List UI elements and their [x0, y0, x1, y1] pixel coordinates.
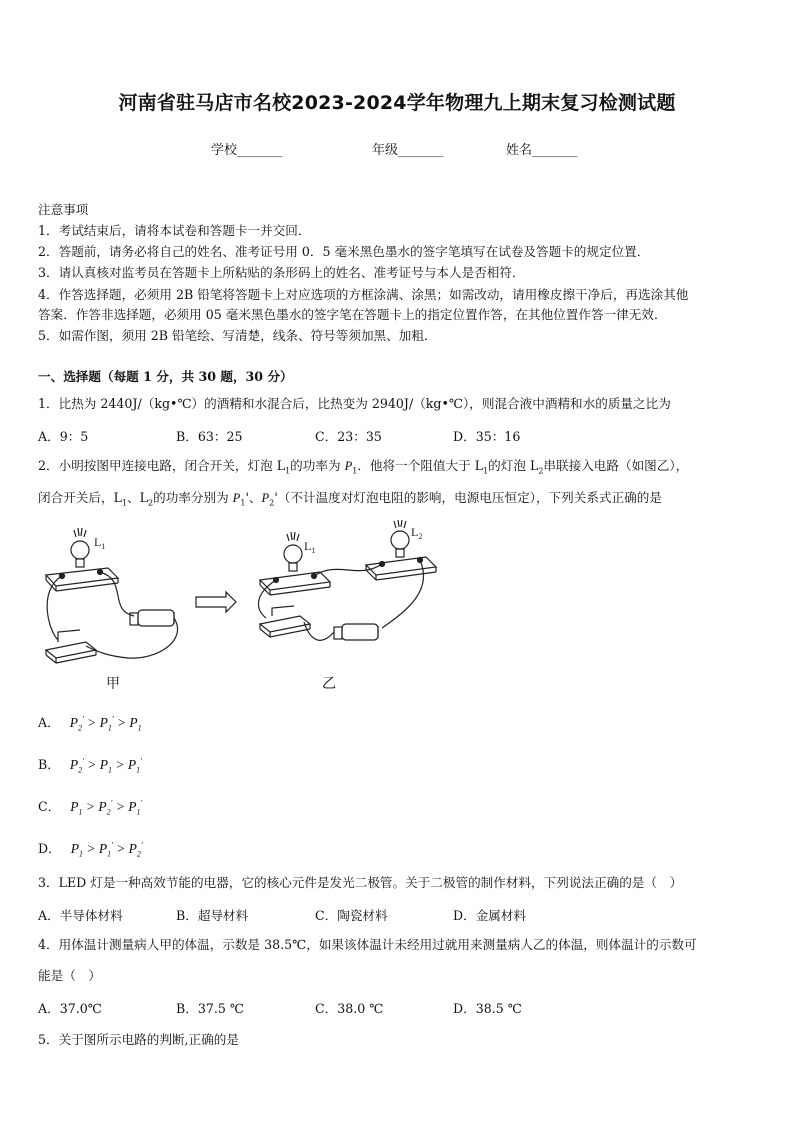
q4-option-d: D．38.5 ℃	[453, 1001, 522, 1016]
q3-option-b: B．超导材料	[176, 908, 249, 923]
name-field: 姓名_______	[506, 143, 578, 158]
q1-option-c: C．23：35	[315, 429, 382, 444]
note-item-1: 1．考试结束后，请将本试卷和答题卡一并交回．	[38, 223, 311, 238]
q4-option-b: B．37.5 ℃	[176, 1001, 244, 1016]
q4-option-c: C．38.0 ℃	[315, 1001, 384, 1016]
q5-stem: 5．关于图所示电路的判断,正确的是	[38, 1032, 239, 1047]
note-item-4: 4．作答选择题，必须用 2B 铅笔将答题卡上对应选项的方框涂满、涂黑；如需改动，请用橡皮擦干净后，再选涂其他	[38, 287, 689, 302]
q2-option-a: A． $P_2' > P_1' > P_1$	[38, 714, 142, 733]
page-title: 河南省驻马店市名校2023-2024学年物理九上期末复习检测试题	[118, 92, 676, 114]
q3-option-a: A．半导体材料	[38, 908, 123, 923]
bulb-label-l2-yi: $L_2$	[411, 525, 423, 541]
q4-option-a: A．37.0℃	[38, 1001, 102, 1016]
q1-option-b: B．63：25	[176, 429, 243, 444]
figure-jia	[46, 528, 178, 663]
bulb-label-l1-jia: $L_1$	[94, 535, 106, 551]
q3-stem: 3．LED 灯是一种高效节能的电器，它的核心元件是发光二极管。关于二极管的制作材料，下列说法正确的是（ ）	[38, 875, 683, 890]
q4-stem-line1: 4．用体温计测量病人甲的体温，示数是 38.5℃，如果该体温计未经用过就用来测量病人乙的体温，则体温计的示数可	[38, 937, 697, 952]
figure-label-yi: 乙	[322, 676, 336, 692]
q2-stem-line1: 2．小明按图甲连接电路，闭合开关，灯泡 $L_1$的功率为 $P_1$．他将一个阻值大于 $L_1$的灯泡 $L_2$串联接入电路（如图乙），	[38, 458, 689, 476]
note-item-3: 3．请认真核对监考员在答题卡上所粘贴的条形码上的姓名、准考证号与本人是否相符．	[38, 265, 525, 280]
notes-heading: 注意事项	[38, 202, 89, 217]
q2-option-d: D． $P_1 > P_1' > P_2'$	[38, 840, 143, 859]
circuit-figure	[38, 520, 438, 695]
note-item-5: 5．如需作图，须用 2B 铅笔绘、写清楚，线条、符号等须加黑、加粗．	[38, 328, 437, 343]
grade-field: 年级_______	[372, 143, 444, 158]
section-heading: 一、选择题（每题 1 分，共 30 题，30 分）	[38, 369, 293, 384]
note-item-4-cont: 答案．作答非选择题，必须用 05 毫米黑色墨水的签字笔在答题卡上的指定位置作答，在其他位置作答一律无效．	[38, 307, 667, 322]
figure-label-jia: 甲	[106, 676, 120, 692]
school-field: 学校_______	[211, 143, 283, 158]
bulb-label-l1-yi: $L_1$	[304, 539, 316, 555]
q2-option-c: C． $P_1 > P_2' > P_1'$	[38, 798, 143, 817]
q1-option-a: A．9：5	[38, 429, 89, 444]
q1-option-d: D．35：16	[453, 429, 521, 444]
q2-stem-line2: 闭合开关后，$L_1$、$L_2$的功率分别为 $P_1'$、$P_2'$（不计温度对灯泡电阻的影响，电源电压恒定），下列关系式正确的是	[38, 490, 662, 508]
q4-stem-line2: 能是（ ）	[38, 968, 101, 983]
q3-option-c: C．陶瓷材料	[315, 908, 388, 923]
q1-stem: 1．比热为 2440J/（kg•℃）的酒精和水混合后，比热变为 2940J/（kg•℃），则混合液中酒精和水的质量之比为	[38, 396, 671, 411]
note-item-2: 2．答题前，请务必将自己的姓名、准考证号用 0．5 毫米黑色墨水的签字笔填写在试卷及答题卡的规定位置．	[38, 244, 650, 259]
q3-option-d: D．金属材料	[453, 908, 527, 923]
figure-yi	[258, 520, 436, 640]
arrow-icon	[196, 592, 236, 612]
q2-option-b: B． $P_2' > P_1 > P_1'$	[38, 756, 142, 775]
